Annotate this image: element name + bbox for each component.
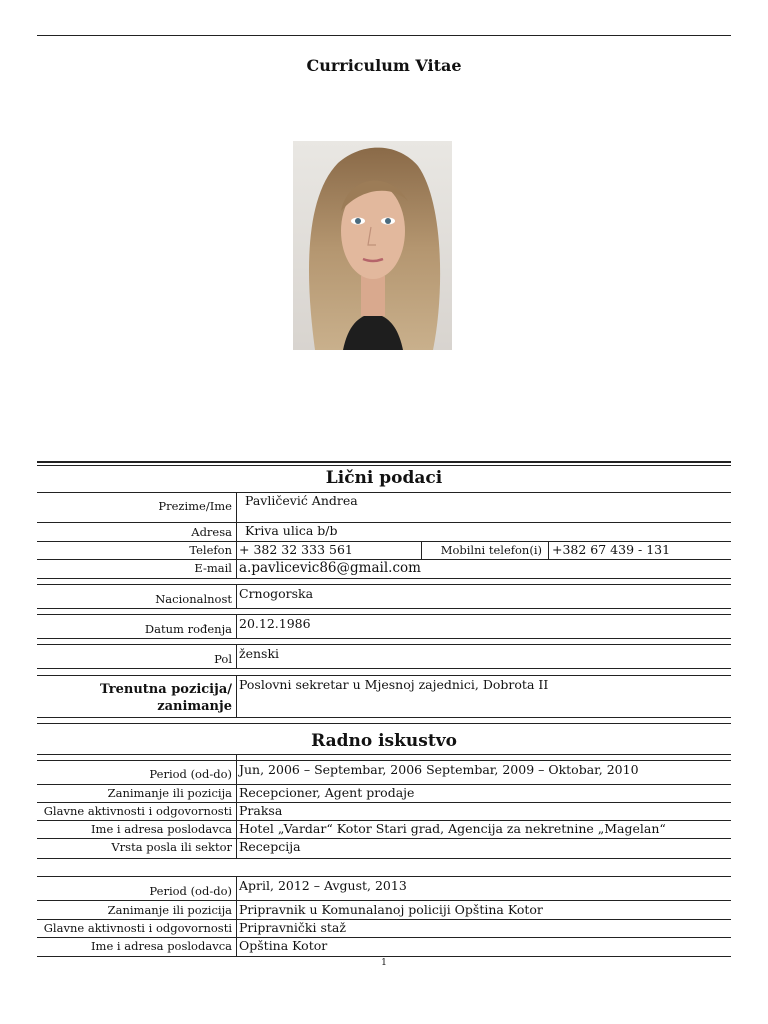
section-rule (37, 465, 731, 466)
gender-value: ženski (239, 646, 280, 661)
job2-employer-value: Opština Kotor (239, 938, 328, 953)
document-title: Curriculum Vitae (306, 56, 462, 75)
job1-employer-value: Hotel „Vardar“ Kotor Stari grad, Agencija za nekretnine „Magelan“ (239, 821, 666, 836)
mobile-value: +382 67 439 - 131 (552, 542, 671, 557)
table-rule (37, 858, 731, 859)
job2-period-label: Period (od-do) (149, 884, 232, 898)
phone-value: + 382 32 333 561 (239, 542, 353, 557)
column-divider (421, 541, 422, 559)
table-rule (37, 937, 731, 938)
job1-period-label: Period (od-do) (149, 767, 232, 781)
table-rule (37, 522, 731, 523)
job1-sector-label: Vrsta posla ili sektor (111, 840, 232, 854)
table-rule (37, 668, 731, 669)
table-rule (37, 584, 731, 585)
position-label-line1: Trenutna pozicija/ (100, 682, 232, 697)
table-rule (37, 919, 731, 920)
column-divider (236, 876, 237, 956)
job1-period-value: Jun, 2006 – Septembar, 2006 Septembar, 2009 – Oktobar, 2010 (239, 762, 639, 777)
column-divider (236, 492, 237, 522)
job1-employer-label: Ime i adresa poslodavca (91, 822, 232, 836)
job1-activities-value: Praksa (239, 803, 283, 818)
name-value: Pavličević Andrea (245, 493, 358, 508)
column-divider (236, 584, 237, 608)
table-rule (37, 956, 731, 957)
section-rule (37, 461, 731, 463)
position-value: Poslovni sekretar u Mjesnoj zajednici, Dobrota II (239, 677, 549, 692)
address-label: Adresa (191, 525, 232, 539)
phone-label: Telefon (189, 543, 232, 557)
table-rule (37, 608, 731, 609)
table-rule (37, 802, 731, 803)
experience-heading: Radno iskustvo (311, 731, 457, 751)
nationality-value: Crnogorska (239, 586, 314, 601)
job2-activities-label: Glavne aktivnosti i odgovornosti (43, 921, 232, 935)
table-rule (37, 675, 731, 676)
job1-occupation-value: Recepcioner, Agent prodaje (239, 785, 415, 800)
table-rule (37, 578, 731, 579)
job1-sector-value: Recepcija (239, 839, 301, 854)
table-rule (37, 754, 731, 755)
job2-period-value: April, 2012 – Avgust, 2013 (239, 878, 407, 893)
column-divider (236, 644, 237, 668)
top-rule (37, 35, 731, 36)
dob-value: 20.12.1986 (239, 616, 311, 631)
table-rule (37, 723, 731, 724)
address-value: Kriva ulica b/b (245, 523, 338, 538)
table-rule (37, 760, 731, 761)
table-rule (37, 876, 731, 877)
mobile-label: Mobilni telefon(i) (440, 543, 542, 557)
table-rule (37, 492, 731, 493)
gender-label: Pol (214, 652, 232, 666)
column-divider (236, 522, 237, 578)
column-divider (236, 614, 237, 638)
job2-activities-value: Pripravnički staž (239, 920, 346, 935)
email-label: E-mail (194, 561, 232, 575)
job2-occupation-label: Zanimanje ili pozicija (107, 903, 232, 917)
table-rule (37, 900, 731, 901)
dob-label: Datum rođenja (144, 622, 232, 636)
portrait-image (293, 141, 452, 350)
table-rule (37, 838, 731, 839)
page-number: 1 (381, 958, 387, 968)
profile-photo (293, 141, 452, 350)
job1-activities-label: Glavne aktivnosti i odgovornosti (43, 804, 232, 818)
job2-occupation-value: Pripravnik u Komunalanoj policiji Opština Kotor (239, 902, 543, 917)
column-divider (236, 754, 237, 858)
personal-heading: Lični podaci (325, 468, 443, 488)
table-rule (37, 717, 731, 718)
position-label-line2: zanimanje (157, 699, 232, 714)
table-rule (37, 644, 731, 645)
nationality-label: Nacionalnost (155, 592, 232, 606)
job2-employer-label: Ime i adresa poslodavca (91, 939, 232, 953)
table-rule (37, 638, 731, 639)
table-rule (37, 614, 731, 615)
name-label: Prezime/Ime (158, 499, 232, 513)
email-value: a.pavlicevic86@gmail.com (239, 560, 421, 576)
column-divider (236, 675, 237, 717)
column-divider (548, 541, 549, 559)
job1-occupation-label: Zanimanje ili pozicija (107, 786, 232, 800)
